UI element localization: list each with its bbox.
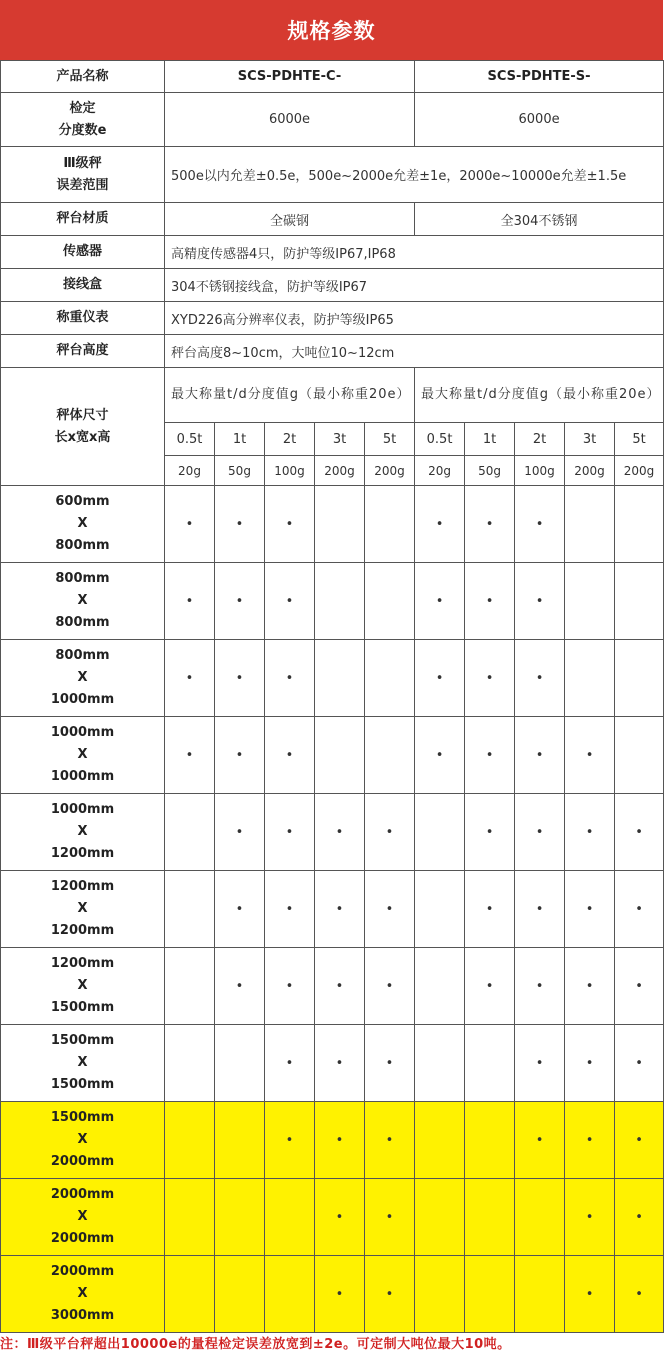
empty-cell: [415, 871, 465, 948]
availability-cell: [365, 1025, 415, 1102]
material-row: [1, 203, 664, 236]
availability-dot: •: [235, 824, 244, 840]
availability-cell: [615, 794, 664, 871]
error-value: 500e以内允差±0.5e，500e~2000e允差±1e，2000e~10000e允差±1.5e: [165, 147, 664, 203]
empty-cell: [165, 871, 215, 948]
availability-dot: •: [485, 516, 494, 532]
height-value: 秤台高度8~10cm，大吨位10~12cm: [165, 335, 664, 368]
empty-cell: [415, 1179, 465, 1256]
availability-dot: •: [335, 1209, 344, 1225]
availability-cell: [315, 794, 365, 871]
availability-cell: [515, 1102, 565, 1179]
availability-dot: •: [485, 747, 494, 763]
capacity-cell: 2t: [515, 423, 565, 456]
availability-dot: •: [535, 901, 544, 917]
size-row: [1, 486, 664, 563]
capacity-cell: 3t: [565, 423, 615, 456]
availability-dot: •: [485, 901, 494, 917]
availability-cell: [515, 486, 565, 563]
availability-dot: •: [585, 978, 594, 994]
availability-dot: •: [585, 901, 594, 917]
availability-cell: [215, 948, 265, 1025]
availability-dot: •: [385, 824, 394, 840]
availability-cell: [165, 563, 215, 640]
availability-cell: [465, 794, 515, 871]
availability-cell: [215, 871, 265, 948]
availability-dot: •: [635, 1286, 643, 1302]
availability-dot: •: [335, 978, 344, 994]
empty-cell: [365, 640, 415, 717]
division-cell: 200g: [615, 456, 664, 486]
availability-dot: •: [435, 593, 444, 609]
empty-cell: [365, 563, 415, 640]
availability-dot: •: [435, 516, 444, 532]
empty-cell: [315, 717, 365, 794]
availability-dot: •: [285, 516, 294, 532]
empty-cell: [465, 1102, 515, 1179]
availability-dot: •: [485, 824, 494, 840]
availability-dot: •: [335, 901, 344, 917]
availability-cell: [165, 640, 215, 717]
availability-dot: •: [485, 978, 494, 994]
availability-cell: [265, 563, 315, 640]
empty-cell: [265, 1256, 315, 1333]
availability-cell: [515, 717, 565, 794]
size-row: [1, 1025, 664, 1102]
capacity-header-row: [1, 368, 664, 423]
availability-dot: •: [635, 1209, 643, 1225]
page-title: 规格参数: [0, 0, 663, 60]
size-row: [1, 1102, 664, 1179]
availability-cell: [365, 1256, 415, 1333]
indicator-value: XYD226高分辨率仪表，防护等级IP65: [165, 302, 664, 335]
size-cell: 800mm X 800mm: [1, 563, 165, 640]
capacity-cell: 3t: [315, 423, 365, 456]
empty-cell: [515, 1179, 565, 1256]
availability-dot: •: [585, 824, 594, 840]
size-cell: 1000mm X 1200mm: [1, 794, 165, 871]
size-row: [1, 717, 664, 794]
availability-dot: •: [235, 593, 244, 609]
availability-dot: •: [385, 1055, 394, 1071]
availability-dot: •: [385, 1132, 394, 1148]
availability-dot: •: [335, 824, 344, 840]
size-cell: 2000mm X 2000mm: [1, 1179, 165, 1256]
empty-cell: [215, 1102, 265, 1179]
availability-cell: [565, 871, 615, 948]
availability-cell: [515, 948, 565, 1025]
availability-cell: [315, 1025, 365, 1102]
error-label: Ⅲ级秤 误差范围: [1, 147, 165, 203]
availability-dot: •: [435, 670, 444, 686]
availability-dot: •: [285, 978, 294, 994]
sensor-value: 高精度传感器4只，防护等级IP67,IP68: [165, 236, 664, 269]
availability-cell: [265, 1102, 315, 1179]
empty-cell: [565, 486, 615, 563]
availability-cell: [315, 871, 365, 948]
empty-cell: [465, 1025, 515, 1102]
availability-dot: •: [185, 516, 194, 532]
availability-dot: •: [285, 670, 294, 686]
indicator-label: 称重仪表: [1, 302, 165, 335]
junction-label: 接线盒: [1, 269, 165, 302]
division-label: 检定 分度数e: [1, 93, 165, 147]
size-row: [1, 563, 664, 640]
availability-dot: •: [585, 1286, 594, 1302]
availability-cell: [515, 794, 565, 871]
availability-cell: [615, 1256, 664, 1333]
availability-cell: [365, 794, 415, 871]
availability-cell: [265, 948, 315, 1025]
size-label: 秤体尺寸 长x宽x高: [1, 368, 165, 486]
availability-dot: •: [385, 978, 394, 994]
availability-cell: [615, 948, 664, 1025]
availability-dot: •: [385, 901, 394, 917]
empty-cell: [165, 1179, 215, 1256]
division-cell: 50g: [215, 456, 265, 486]
availability-dot: •: [285, 593, 294, 609]
division-cell: 50g: [465, 456, 515, 486]
size-row: [1, 948, 664, 1025]
availability-cell: [415, 486, 465, 563]
availability-dot: •: [535, 516, 544, 532]
availability-cell: [565, 1102, 615, 1179]
model-s: SCS-PDHTE-S-: [415, 61, 664, 93]
empty-cell: [415, 794, 465, 871]
availability-dot: •: [285, 901, 294, 917]
empty-cell: [165, 1256, 215, 1333]
empty-cell: [615, 640, 664, 717]
empty-cell: [415, 1102, 465, 1179]
empty-cell: [565, 563, 615, 640]
availability-dot: •: [535, 670, 544, 686]
availability-cell: [615, 871, 664, 948]
availability-cell: [465, 948, 515, 1025]
capacity-cell: 5t: [615, 423, 664, 456]
availability-cell: [265, 640, 315, 717]
capacity-header-c: 最大称量t/d分度值g（最小称重20e）: [165, 368, 415, 423]
availability-cell: [365, 1102, 415, 1179]
division-cell: 200g: [365, 456, 415, 486]
availability-dot: •: [585, 1209, 594, 1225]
availability-cell: [415, 640, 465, 717]
division-cell: 20g: [165, 456, 215, 486]
division-cell: 200g: [565, 456, 615, 486]
availability-dot: •: [235, 670, 244, 686]
availability-cell: [515, 871, 565, 948]
availability-cell: [465, 640, 515, 717]
availability-cell: [565, 1025, 615, 1102]
model-c: SCS-PDHTE-C-: [165, 61, 415, 93]
availability-dot: •: [385, 1286, 394, 1302]
availability-cell: [415, 563, 465, 640]
availability-dot: •: [485, 593, 494, 609]
height-row: [1, 335, 664, 368]
availability-dot: •: [285, 824, 294, 840]
size-cell: 1200mm X 1200mm: [1, 871, 165, 948]
availability-cell: [615, 1102, 664, 1179]
availability-cell: [265, 794, 315, 871]
availability-cell: [465, 717, 515, 794]
availability-dot: •: [585, 1132, 594, 1148]
availability-dot: •: [235, 516, 244, 532]
availability-cell: [165, 486, 215, 563]
availability-cell: [215, 486, 265, 563]
availability-cell: [565, 1256, 615, 1333]
availability-dot: •: [535, 1055, 544, 1071]
capacity-header-s: 最大称量t/d分度值g（最小称重20e）: [415, 368, 664, 423]
division-value-c: 6000e: [165, 93, 415, 147]
size-row: [1, 871, 664, 948]
material-value-c: 全碳钢: [165, 203, 415, 236]
empty-cell: [565, 640, 615, 717]
empty-cell: [415, 948, 465, 1025]
empty-cell: [515, 1256, 565, 1333]
material-label: 秤台材质: [1, 203, 165, 236]
availability-dot: •: [535, 1132, 544, 1148]
size-cell: 800mm X 1000mm: [1, 640, 165, 717]
availability-dot: •: [635, 824, 643, 840]
empty-cell: [165, 1102, 215, 1179]
size-cell: 2000mm X 3000mm: [1, 1256, 165, 1333]
size-row: [1, 1256, 664, 1333]
availability-cell: [265, 717, 315, 794]
empty-cell: [415, 1256, 465, 1333]
availability-cell: [215, 563, 265, 640]
capacity-cell: 2t: [265, 423, 315, 456]
size-cell: 1200mm X 1500mm: [1, 948, 165, 1025]
empty-cell: [615, 717, 664, 794]
empty-cell: [465, 1256, 515, 1333]
empty-cell: [165, 948, 215, 1025]
availability-dot: •: [385, 1209, 394, 1225]
empty-cell: [615, 563, 664, 640]
availability-cell: [265, 871, 315, 948]
capacity-cell: 1t: [215, 423, 265, 456]
capacity-cell: 0.5t: [165, 423, 215, 456]
availability-cell: [365, 948, 415, 1025]
division-cell: 100g: [515, 456, 565, 486]
indicator-row: [1, 302, 664, 335]
availability-cell: [365, 1179, 415, 1256]
availability-dot: •: [185, 593, 194, 609]
footnote: 注：Ⅲ级平台秤超出10000e的量程检定误差放宽到±2e。可定制大吨位最大10吨。: [0, 1337, 511, 1352]
size-cell: 1000mm X 1000mm: [1, 717, 165, 794]
availability-cell: [515, 640, 565, 717]
availability-cell: [215, 640, 265, 717]
availability-cell: [415, 717, 465, 794]
empty-cell: [215, 1179, 265, 1256]
availability-cell: [515, 563, 565, 640]
size-cell: 600mm X 800mm: [1, 486, 165, 563]
availability-dot: •: [185, 670, 194, 686]
empty-cell: [615, 486, 664, 563]
availability-cell: [615, 1179, 664, 1256]
empty-cell: [265, 1179, 315, 1256]
availability-cell: [315, 1256, 365, 1333]
empty-cell: [365, 486, 415, 563]
availability-cell: [315, 1179, 365, 1256]
availability-dot: •: [535, 978, 544, 994]
sensor-row: [1, 236, 664, 269]
availability-cell: [565, 794, 615, 871]
size-cell: 1500mm X 1500mm: [1, 1025, 165, 1102]
availability-dot: •: [235, 978, 244, 994]
capacity-cell: 5t: [365, 423, 415, 456]
empty-cell: [165, 1025, 215, 1102]
availability-dot: •: [635, 901, 643, 917]
empty-cell: [465, 1179, 515, 1256]
availability-dot: •: [435, 747, 444, 763]
availability-cell: [265, 1025, 315, 1102]
empty-cell: [315, 640, 365, 717]
size-row: [1, 794, 664, 871]
empty-cell: [415, 1025, 465, 1102]
availability-cell: [315, 1102, 365, 1179]
availability-dot: •: [535, 824, 544, 840]
availability-dot: •: [535, 593, 544, 609]
material-value-s: 全304不锈钢: [415, 203, 664, 236]
division-cell: 200g: [315, 456, 365, 486]
availability-dot: •: [535, 747, 544, 763]
sensor-label: 传感器: [1, 236, 165, 269]
empty-cell: [315, 563, 365, 640]
availability-dot: •: [335, 1286, 344, 1302]
availability-dot: •: [285, 1132, 294, 1148]
availability-cell: [565, 948, 615, 1025]
availability-dot: •: [185, 747, 194, 763]
empty-cell: [215, 1025, 265, 1102]
availability-cell: [315, 948, 365, 1025]
availability-dot: •: [635, 978, 643, 994]
availability-cell: [565, 1179, 615, 1256]
availability-dot: •: [635, 1132, 643, 1148]
height-label: 秤台高度: [1, 335, 165, 368]
empty-cell: [365, 717, 415, 794]
division-cell: 20g: [415, 456, 465, 486]
availability-dot: •: [285, 1055, 294, 1071]
availability-dot: •: [235, 747, 244, 763]
model-header-label: 产品名称: [1, 61, 165, 93]
availability-cell: [465, 871, 515, 948]
size-row: [1, 640, 664, 717]
availability-dot: •: [585, 747, 594, 763]
division-value-s: 6000e: [415, 93, 664, 147]
division-cell: 100g: [265, 456, 315, 486]
model-row: [1, 61, 664, 93]
empty-cell: [315, 486, 365, 563]
division-row: [1, 93, 664, 147]
availability-cell: [465, 563, 515, 640]
availability-cell: [515, 1025, 565, 1102]
availability-dot: •: [285, 747, 294, 763]
availability-cell: [465, 486, 515, 563]
availability-dot: •: [585, 1055, 594, 1071]
capacity-cell: 1t: [465, 423, 515, 456]
junction-row: [1, 269, 664, 302]
empty-cell: [215, 1256, 265, 1333]
availability-cell: [565, 717, 615, 794]
availability-dot: •: [635, 1055, 643, 1071]
availability-cell: [265, 486, 315, 563]
error-row: [1, 147, 664, 203]
availability-dot: •: [335, 1132, 344, 1148]
availability-dot: •: [335, 1055, 344, 1071]
empty-cell: [165, 794, 215, 871]
availability-cell: [165, 717, 215, 794]
size-row: [1, 1179, 664, 1256]
availability-dot: •: [485, 670, 494, 686]
size-cell: 1500mm X 2000mm: [1, 1102, 165, 1179]
junction-value: 304不锈钢接线盒，防护等级IP67: [165, 269, 664, 302]
spec-table: [0, 60, 664, 1333]
availability-cell: [215, 794, 265, 871]
availability-cell: [215, 717, 265, 794]
availability-dot: •: [235, 901, 244, 917]
availability-cell: [615, 1025, 664, 1102]
availability-cell: [365, 871, 415, 948]
capacity-cell: 0.5t: [415, 423, 465, 456]
